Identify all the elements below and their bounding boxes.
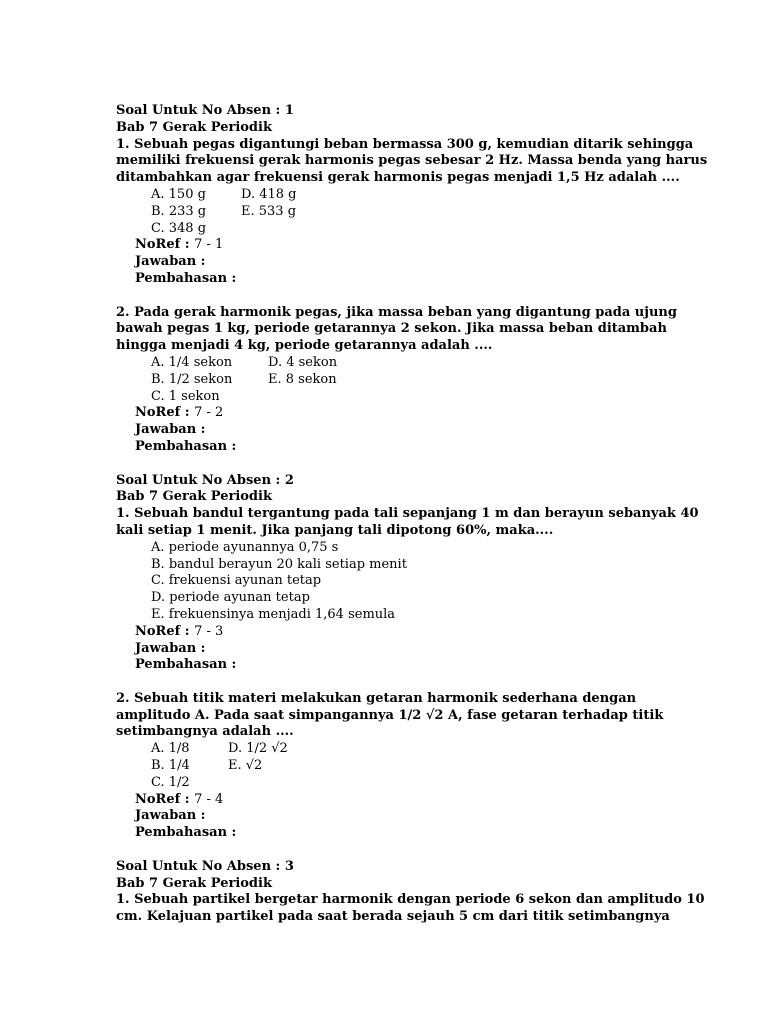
option-a: A. 1/4 sekon bbox=[151, 354, 233, 370]
pembahasan-label: Pembahasan : bbox=[135, 270, 237, 286]
option-c: C. 1 sekon bbox=[151, 388, 220, 404]
question-text-line: cm. Kelajuan partikel pada saat berada sejauh 5 cm dari titik setimbangnya bbox=[116, 909, 670, 925]
question-text-line: ditambahkan agar frekuensi gerak harmonis pegas menjadi 1,5 Hz adalah .... bbox=[116, 170, 680, 186]
chapter-title: Bab 7 Gerak Periodik bbox=[116, 119, 272, 135]
question-text-line: 1. Sebuah pegas digantungi beban bermassa 300 g, kemudian ditarik sehingga bbox=[116, 136, 694, 152]
question-text-line: memiliki frekuensi gerak harmonis pegas sebesar 2 Hz. Massa benda yang harus bbox=[116, 153, 708, 169]
question-2 bbox=[116, 691, 676, 842]
option-b: B. bandul berayun 20 kali setiap menit bbox=[151, 556, 407, 572]
pembahasan-label: Pembahasan : bbox=[135, 438, 237, 454]
option-e: E. frekuensinya menjadi 1,64 semula bbox=[151, 606, 396, 622]
document-content bbox=[116, 103, 708, 926]
jawaban-label: Jawaban : bbox=[135, 422, 206, 438]
option-d: D. periode ayunan tetap bbox=[151, 590, 310, 606]
question-1 bbox=[116, 892, 705, 926]
noref-line bbox=[135, 624, 676, 641]
noref-value: 7 - 2 bbox=[194, 405, 224, 421]
question-text-line: setimbangnya adalah .... bbox=[116, 724, 294, 740]
option-a: A. periode ayunannya 0,75 s bbox=[151, 539, 339, 555]
question-text-line: amplitudo A. Pada saat simpangannya 1/2 √2 A, fase getaran terhadap titik bbox=[116, 707, 664, 723]
section-header: Soal Untuk No Absen : 3 bbox=[116, 858, 294, 874]
option-b: B. 233 g bbox=[151, 203, 207, 219]
question-2 bbox=[116, 305, 676, 456]
option-b: B. 1/2 sekon bbox=[151, 371, 233, 387]
option-d: D. 418 g bbox=[241, 186, 297, 202]
option-d: D. 4 sekon bbox=[268, 354, 338, 370]
option-a: A. 1/8 bbox=[151, 741, 190, 757]
section-absen-3 bbox=[116, 858, 705, 926]
option-c: C. 348 g bbox=[151, 220, 207, 236]
question-text-line: 2. Sebuah titik materi melakukan getaran harmonik sederhana dengan bbox=[116, 690, 637, 706]
answer-options bbox=[151, 741, 676, 791]
question-text-line: 2. Pada gerak harmonik pegas, jika massa beban yang digantung pada ujung bbox=[116, 304, 677, 320]
jawaban-label: Jawaban : bbox=[135, 254, 206, 270]
pembahasan-label: Pembahasan : bbox=[135, 657, 237, 673]
noref-value: 7 - 3 bbox=[194, 623, 224, 639]
answer-options bbox=[151, 540, 676, 624]
option-e: E. √2 bbox=[228, 758, 263, 774]
noref-label: NoRef : bbox=[135, 791, 190, 807]
jawaban-label: Jawaban : bbox=[135, 808, 206, 824]
chapter-title: Bab 7 Gerak Periodik bbox=[116, 489, 272, 505]
noref-value: 7 - 1 bbox=[194, 237, 224, 253]
question-text-line: bawah pegas 1 kg, periode getarannya 2 sekon. Jika massa beban ditambah bbox=[116, 321, 667, 337]
option-b: B. 1/4 bbox=[151, 758, 190, 774]
question-text-line: 1. Sebuah partikel bergetar harmonik dengan periode 6 sekon dan amplitudo 10 bbox=[116, 892, 705, 908]
question-text-line: hingga menjadi 4 kg, periode getarannya adalah .... bbox=[116, 338, 493, 354]
question-text-line: 1. Sebuah bandul tergantung pada tali sepanjang 1 m dan berayun sebanyak 40 bbox=[116, 506, 699, 522]
chapter-title: Bab 7 Gerak Periodik bbox=[116, 875, 272, 891]
section-header: Soal Untuk No Absen : 1 bbox=[116, 103, 294, 118]
option-c: C. frekuensi ayunan tetap bbox=[151, 573, 322, 589]
noref-label: NoRef : bbox=[135, 237, 190, 253]
noref-line bbox=[135, 405, 676, 422]
noref-line bbox=[135, 237, 676, 254]
option-e: E. 8 sekon bbox=[268, 371, 337, 387]
option-c: C. 1/2 bbox=[151, 774, 190, 790]
section-header: Soal Untuk No Absen : 2 bbox=[116, 472, 294, 488]
noref-line bbox=[135, 792, 676, 809]
answer-options bbox=[151, 355, 676, 405]
option-d: D. 1/2 √2 bbox=[228, 741, 288, 757]
noref-value: 7 - 4 bbox=[194, 791, 224, 807]
answer-options bbox=[151, 187, 676, 237]
question-text-line: kali setiap 1 menit. Jika panjang tali dipotong 60%, maka.... bbox=[116, 522, 554, 538]
section-absen-1 bbox=[116, 103, 708, 473]
pembahasan-label: Pembahasan : bbox=[135, 825, 237, 841]
jawaban-label: Jawaban : bbox=[135, 640, 206, 656]
noref-label: NoRef : bbox=[135, 623, 190, 639]
question-1 bbox=[116, 136, 708, 288]
option-a: A. 150 g bbox=[151, 186, 206, 202]
noref-label: NoRef : bbox=[135, 405, 190, 421]
section-absen-2 bbox=[116, 472, 699, 859]
question-1 bbox=[116, 506, 699, 674]
option-e: E. 533 g bbox=[241, 203, 297, 219]
